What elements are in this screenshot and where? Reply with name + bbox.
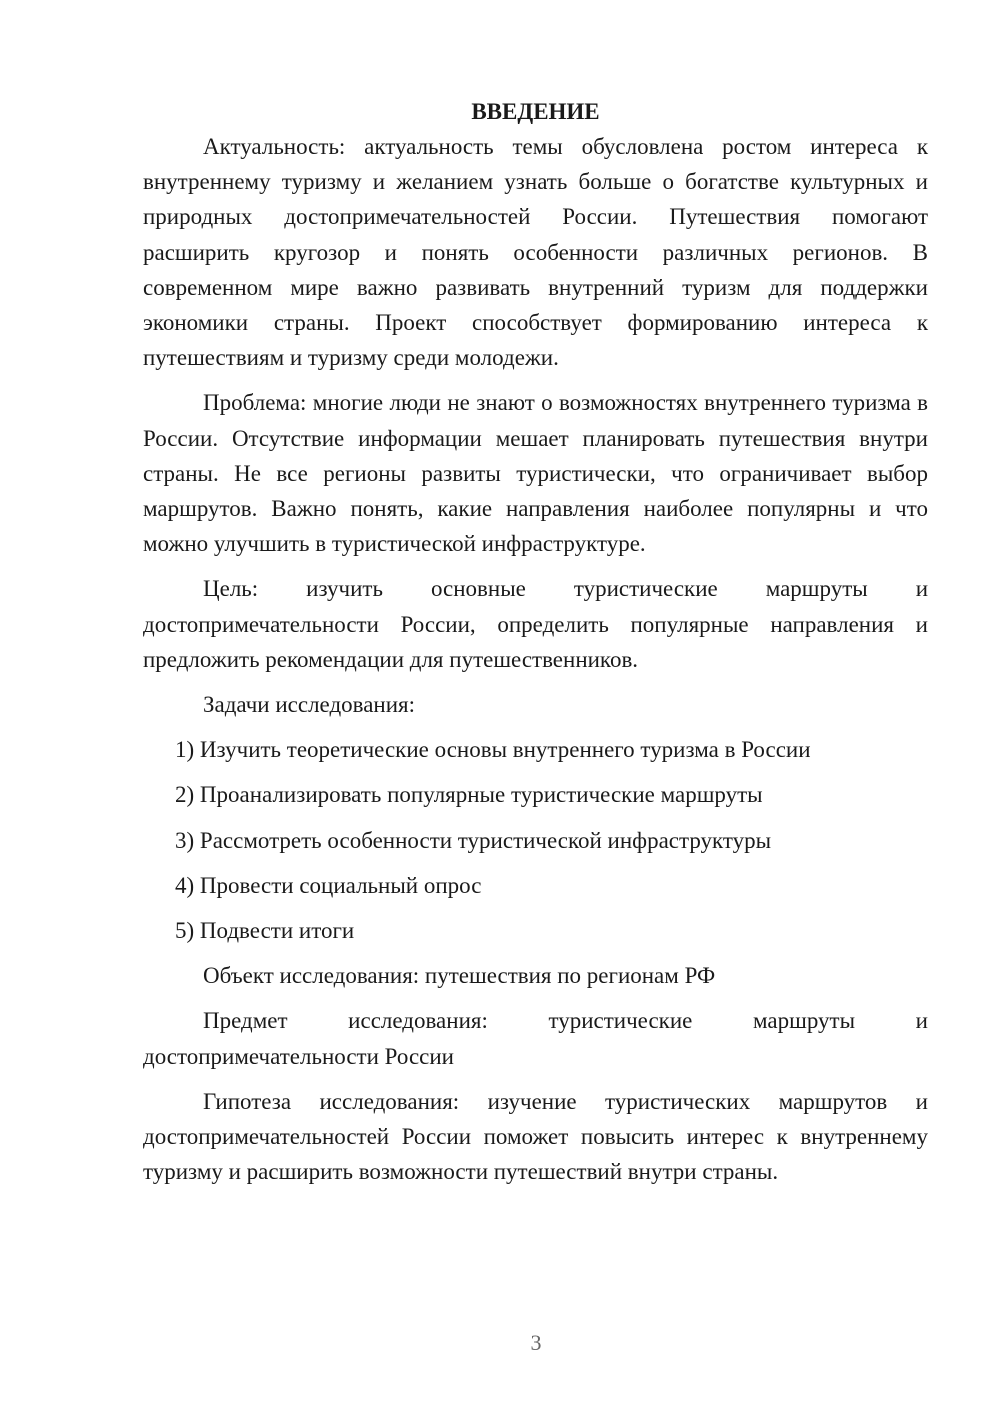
tasks-heading: Задачи исследования: [203,692,416,718]
tasks-list [143,732,928,948]
task-item: 3) Рассмотреть особенности туристической инфраструктуры [175,827,772,853]
relevance-paragraph: Актуальность: актуальность темы обусловлена ростом интереса к внутреннему туризму и желанием узнать больше о богатстве культурных и природных достопримечательностей России. Путешествия помогают расширить кругозор и понять особенности различных регионов. В современном мире важно развивать внутренний туризм для поддержки экономики страны. Проект способствует формированию интереса к путешествиям и туризму среди молодежи. [143,134,928,371]
object-paragraph: Объект исследования: путешествия по регионам РФ [203,963,716,989]
hypothesis-paragraph: Гипотеза исследования: изучение туристических маршрутов и достопримечательностей России поможет повысить интерес к внутреннему туризму и расширить возможности путешествий внутри страны. [143,1088,928,1185]
task-item: 4) Провести социальный опрос [175,872,482,898]
page-number: 3 [530,1330,542,1355]
goal-paragraph: Цель: изучить основные туристические маршруты и достопримечательности России, определить популярные направления и предложить рекомендации для путешественников. [143,576,928,672]
document-page [143,94,928,1189]
page-title: ВВЕДЕНИЕ [471,99,600,124]
task-item: 5) Подвести итоги [175,918,355,944]
problem-paragraph: Проблема: многие люди не знают о возможностях внутреннего туризма в России. Отсутствие информации мешает планировать путешествия внутри страны. Не все регионы развиты туристически, что ограничивает выбор маршрутов. Важно понять, какие направления наиболее популярны и что можно улучшить в туристической инфраструктуре. [143,390,928,557]
task-item: 2) Проанализировать популярные туристические маршруты [175,782,763,808]
task-item: 1) Изучить теоретические основы внутреннего туризма в России [175,737,811,763]
subject-paragraph: Предмет исследования: туристические маршруты и достопримечательности России [143,1008,928,1069]
